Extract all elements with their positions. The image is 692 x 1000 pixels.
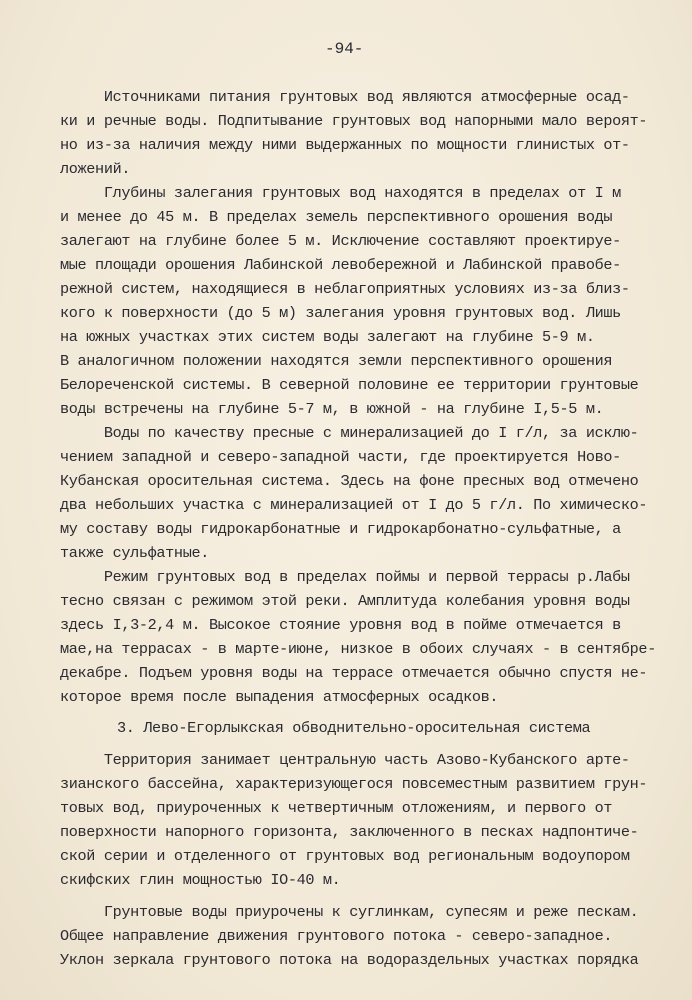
text-line: чением западной и северо-западной части, где проектируется Ново- <box>60 448 621 466</box>
text-line: му составу воды гидрокарбонатные и гидрокарбонатно-сульфатные, а <box>60 520 621 538</box>
text-line: Грунтовые воды приурочены к суглинкам, супесям и реже пескам. <box>60 903 639 921</box>
text-line: скифских глин мощностью IO-40 м. <box>60 871 341 889</box>
text-line: Глубины залегания грунтовых вод находятся в пределах от I м <box>60 184 621 202</box>
text-line: которое время после выпадения атмосферных осадков. <box>60 688 499 706</box>
text-line: режной систем, находящиеся в неблагоприятных условиях из-за близ- <box>60 280 630 298</box>
text-line: поверхности напорного горизонта, заключенного в песках надпонтиче- <box>60 823 639 841</box>
page-number: -94- <box>325 40 364 58</box>
text-line: но из-за наличия между ними выдержанных по мощности глинистых от- <box>60 136 630 154</box>
text-line: Источниками питания грунтовых вод являются атмосферные осад- <box>60 88 630 106</box>
text-line: декабре. Подъем уровня воды на террасе отмечается обычно спустя не- <box>60 664 648 682</box>
text-line: тесно связан с режимом этой реки. Амплитуда колебания уровня воды <box>60 592 630 610</box>
text-line: ки и речные воды. Подпитывание грунтовых вод напорными мало вероят- <box>60 112 648 130</box>
text-line: Уклон зеркала грунтового потока на водораздельных участках порядка <box>60 951 639 969</box>
text-line: залегают на глубине более 5 м. Исключение составляют проектируе- <box>60 232 621 250</box>
text-line: Воды по качеству пресные с минерализацией до I г/л, за исклю- <box>60 424 639 442</box>
text-line: на южных участках этих систем воды залегают на глубине 5-9 м. <box>60 328 595 346</box>
text-line: два небольших участка с минерализацией от I до 5 г/л. По химическо- <box>60 496 648 514</box>
text-line: мые площади орошения Лабинской левобережной и Лабинской правобе- <box>60 256 621 274</box>
text-line: В аналогичном положении находятся земли перспективного орошения <box>60 352 613 370</box>
text-line: кого к поверхности (до 5 м) залегания уровня грунтовых вод. Лишь <box>60 304 621 322</box>
text-line: мае,на террасах - в марте-июне, низкое в обоих случаях - в сентябре- <box>60 640 656 658</box>
text-line: здесь I,3-2,4 м. Высокое стояние уровня вод в пойме отмечается в <box>60 616 621 634</box>
text-line: также сульфатные. <box>60 544 209 562</box>
text-line: Кубанская оросительная система. Здесь на фоне пресных вод отмечено <box>60 472 639 490</box>
text-line: Общее направление движения грунтового потока - северо-западное. <box>60 927 613 945</box>
text-line: зианского бассейна, характеризующегося повсеместным развитием грун- <box>60 775 648 793</box>
text-line: Режим грунтовых вод в пределах поймы и первой террасы р.Лабы <box>60 568 630 586</box>
text-line: Белореченской системы. В северной половине ее территории грунтовые <box>60 376 639 394</box>
text-line: товых вод, приуроченных к четвертичным отложениям, и первого от <box>60 799 613 817</box>
text-line: Территория занимает центральную часть Азово-Кубанского арте- <box>60 751 630 769</box>
text-line: ской серии и отделенного от грунтовых вод региональным водоупором <box>60 847 630 865</box>
text-line: воды встречены на глубине 5-7 м, в южной - на глубине I,5-5 м. <box>60 400 604 418</box>
text-line: ложений. <box>60 160 131 178</box>
text-line: и менее до 45 м. В пределах земель перспективного орошения воды <box>60 208 613 226</box>
section-heading: 3. Лево-Егорлыкская обводнительно-оросительная система <box>117 719 591 737</box>
